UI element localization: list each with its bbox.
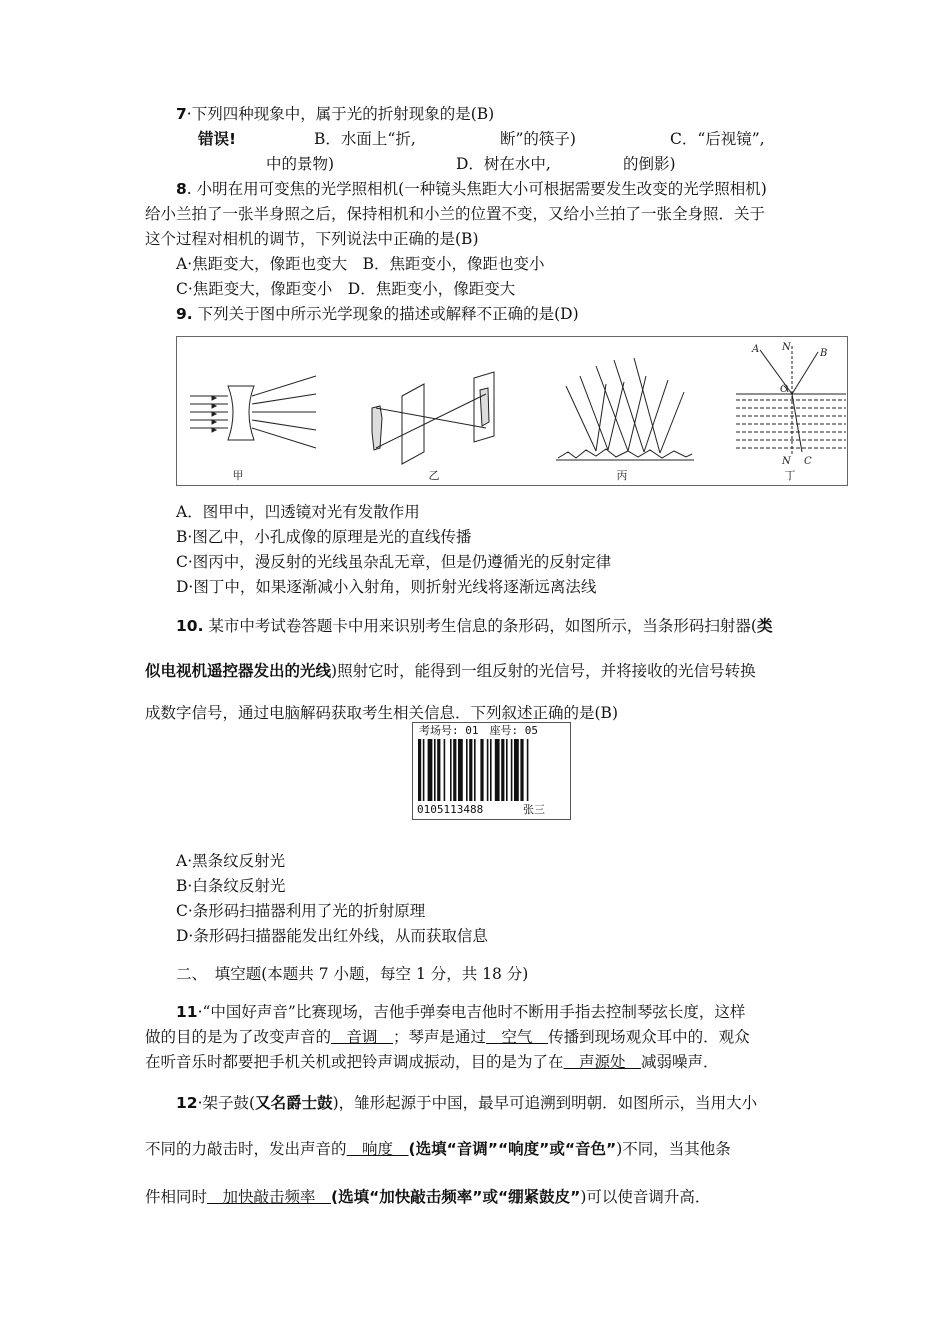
barcode-bar: [434, 739, 436, 801]
q8-options-cd: C·焦距变大，像距变小 D．焦距变小，像距变大: [176, 280, 516, 298]
barcode-bar: [450, 739, 452, 801]
q11-line3: [145, 1052, 719, 1072]
barcode-card: [412, 722, 571, 820]
q7-line1: [176, 104, 494, 124]
barcode-bar: [487, 739, 489, 801]
q11-answer-1: 音调: [331, 1028, 394, 1046]
q7-option-d-part1: D．树在水中,: [456, 155, 551, 173]
ray-label-o: O: [780, 384, 789, 395]
q10-number: 10.: [176, 617, 204, 635]
q7-line3-part2: 的倒影): [623, 155, 676, 173]
q10-text1: 某市中考试卷答题卡中用来识别考生信息的条形码，如图所示，当条形码扫射器(: [203, 617, 757, 635]
q11-text2b: ；琴声是通过: [393, 1028, 487, 1046]
q11-number: 11: [176, 1003, 198, 1021]
q11-text2a: 做的目的是为了改变声音的: [145, 1028, 332, 1046]
q7-error-mark: 错误!: [198, 130, 237, 148]
q10-line3: 成数字信号，通过电脑解码获取考生相关信息．下列叙述正确的是(B): [145, 704, 618, 722]
q12-answer-1: 响度: [346, 1140, 409, 1158]
q9-option-c: C·图丙中，漫反射的光线虽杂乱无章，但是仍遵循光的反射定律: [176, 553, 612, 571]
section-2-heading: 二、 填空题(本题共 7 小题，每空 1 分，共 18 分): [176, 965, 529, 983]
diagram-concave-lens: [190, 376, 316, 448]
q10-option-d: D·条形码扫描器能发出红外线，从而获取信息: [176, 927, 488, 945]
q11-line2: [145, 1027, 750, 1047]
q12-text1-bold: 又名爵士鼓: [255, 1094, 333, 1112]
q12-line1: [176, 1093, 757, 1113]
barcode-bar: [520, 739, 523, 801]
barcode-header: 考场号: 01 座号: 05: [419, 724, 538, 737]
q11-text1: ·“中国好声音”比赛现场，吉他手弹奏电吉他时不断用手指去控制琴弦长度，这样: [197, 1003, 746, 1021]
q9-number: 9.: [176, 305, 193, 323]
q12-text1a: ·架子鼓(: [197, 1094, 256, 1112]
q10-text2-bold: 似电视机遥控器发出的光线: [145, 662, 332, 680]
q12-text2c: )不同，当其他条: [616, 1140, 731, 1158]
q9-option-b: B·图乙中，小孔成像的原理是光的直线传播: [176, 528, 472, 546]
q8-line1: [176, 179, 767, 199]
q7-line3-part1: 中的景物): [266, 155, 335, 173]
q12-text3-bold: (选填“加快敲击频率”或“绷紧鼓皮”: [331, 1188, 581, 1206]
diagram-refraction: [736, 346, 846, 454]
q10-line2: [145, 661, 756, 681]
q11-line1: [176, 1002, 745, 1022]
barcode-bar: [511, 739, 513, 801]
ray-label-b: B: [820, 348, 828, 359]
q9-line1: [176, 304, 579, 324]
q7-option-b-part1: B．水面上“折,: [314, 130, 416, 148]
q10-text1-bold: 类: [756, 617, 773, 635]
q11-text3a: 在听音乐时都要把手机关机或把铃声调成振动，目的是为了在: [145, 1053, 564, 1071]
q10-option-a: A·黑条纹反射光: [176, 852, 286, 870]
label-bing: 丙: [616, 469, 628, 482]
barcode-bar: [495, 739, 500, 801]
q10-text2: )照射它时，能得到一组反射的光信号，并将接收的光信号转换: [331, 662, 756, 680]
barcode-bar: [444, 739, 446, 801]
q12-answer-2: 加快敲击频率: [207, 1188, 332, 1206]
barcode-bar: [527, 739, 529, 801]
q9-stem: 下列关于图中所示光学现象的描述或解释不正确的是(D): [192, 305, 579, 323]
q12-text1c: )，雏形起源于中国，最早可追溯到明朝．如图所示，当用大小: [332, 1094, 758, 1112]
q11-answer-2: 空气: [486, 1028, 549, 1046]
q12-text3a: 件相同时: [145, 1188, 208, 1206]
q12-text2-bold: (选填“音调”“响度”或“音色”: [408, 1140, 617, 1158]
q7-stem: ·下列四种现象中，属于光的折射现象的是(B): [186, 105, 495, 123]
q11-text2c: 传播到现场观众耳中的．观众: [548, 1028, 750, 1046]
q7-option-c-part1: C．“后视镜”,: [670, 130, 765, 148]
q8-options-ab: A·焦距变大，像距也变大 B．焦距变小，像距也变小: [176, 255, 545, 273]
label-jia: 甲: [232, 469, 244, 482]
q10-line1: [176, 616, 772, 636]
barcode-bar: [480, 739, 483, 801]
barcode-bar: [437, 739, 440, 801]
q10-option-c: C·条形码扫描器利用了光的折射原理: [176, 902, 426, 920]
ray-label-a: A: [752, 344, 760, 355]
ray-label-c: C: [804, 456, 812, 467]
barcode-bar: [469, 739, 472, 801]
q9-option-a: A．图甲中，凹透镜对光有发散作用: [176, 503, 420, 521]
barcode-bar: [506, 739, 508, 801]
barcode-bar: [466, 739, 468, 801]
q11-text3b: 减弱噪声．: [641, 1053, 719, 1071]
barcode-bar: [514, 739, 519, 801]
ray-label-n2: N: [782, 456, 791, 467]
q12-line3: [145, 1187, 710, 1207]
barcode-bars: [416, 739, 567, 801]
barcode-bar: [474, 739, 476, 801]
q7-option-b-part2: 断”的筷子): [500, 130, 576, 148]
diagram-pinhole: [372, 372, 494, 464]
barcode-bar: [453, 739, 456, 801]
barcode-number: 0105113488: [417, 803, 484, 816]
q8-line2: 给小兰拍了一张半身照之后，保持相机和小兰的位置不变，又给小兰拍了一张全身照．关于: [145, 205, 766, 223]
q12-text3c: )可以使音调升高．: [580, 1188, 711, 1206]
label-yi: 乙: [428, 469, 440, 482]
barcode-bar: [501, 739, 504, 801]
q12-number: 12: [176, 1094, 198, 1112]
barcode-bar: [490, 739, 492, 801]
barcode-name: 张三: [523, 803, 545, 816]
q8-line3: 这个过程对相机的调节，下列说法中正确的是(B): [145, 230, 479, 248]
barcode-bar: [458, 739, 463, 801]
label-ding: 丁: [784, 469, 796, 482]
barcode-bar: [418, 739, 421, 801]
q8-text1: . 小明在用可变焦的光学照相机(一种镜头焦距大小可根据需要发生改变的光学照相机): [186, 180, 767, 198]
ray-label-n: N: [782, 342, 791, 353]
diagram-diffuse-reflection: [556, 358, 694, 460]
q11-answer-3: 声源处: [563, 1053, 642, 1071]
barcode-bar: [428, 739, 433, 801]
q12-line2: [145, 1139, 731, 1159]
q10-option-b: B·白条纹反射光: [176, 877, 286, 895]
barcode-bar: [423, 739, 425, 801]
q7-number: 7: [176, 105, 187, 123]
q8-number: 8: [176, 180, 187, 198]
q9-option-d: D·图丁中，如果逐渐减小入射角，则折射光线将逐渐远离法线: [176, 578, 597, 596]
optics-figure: [176, 336, 848, 486]
q12-text2a: 不同的力敲击时，发出声音的: [145, 1140, 347, 1158]
